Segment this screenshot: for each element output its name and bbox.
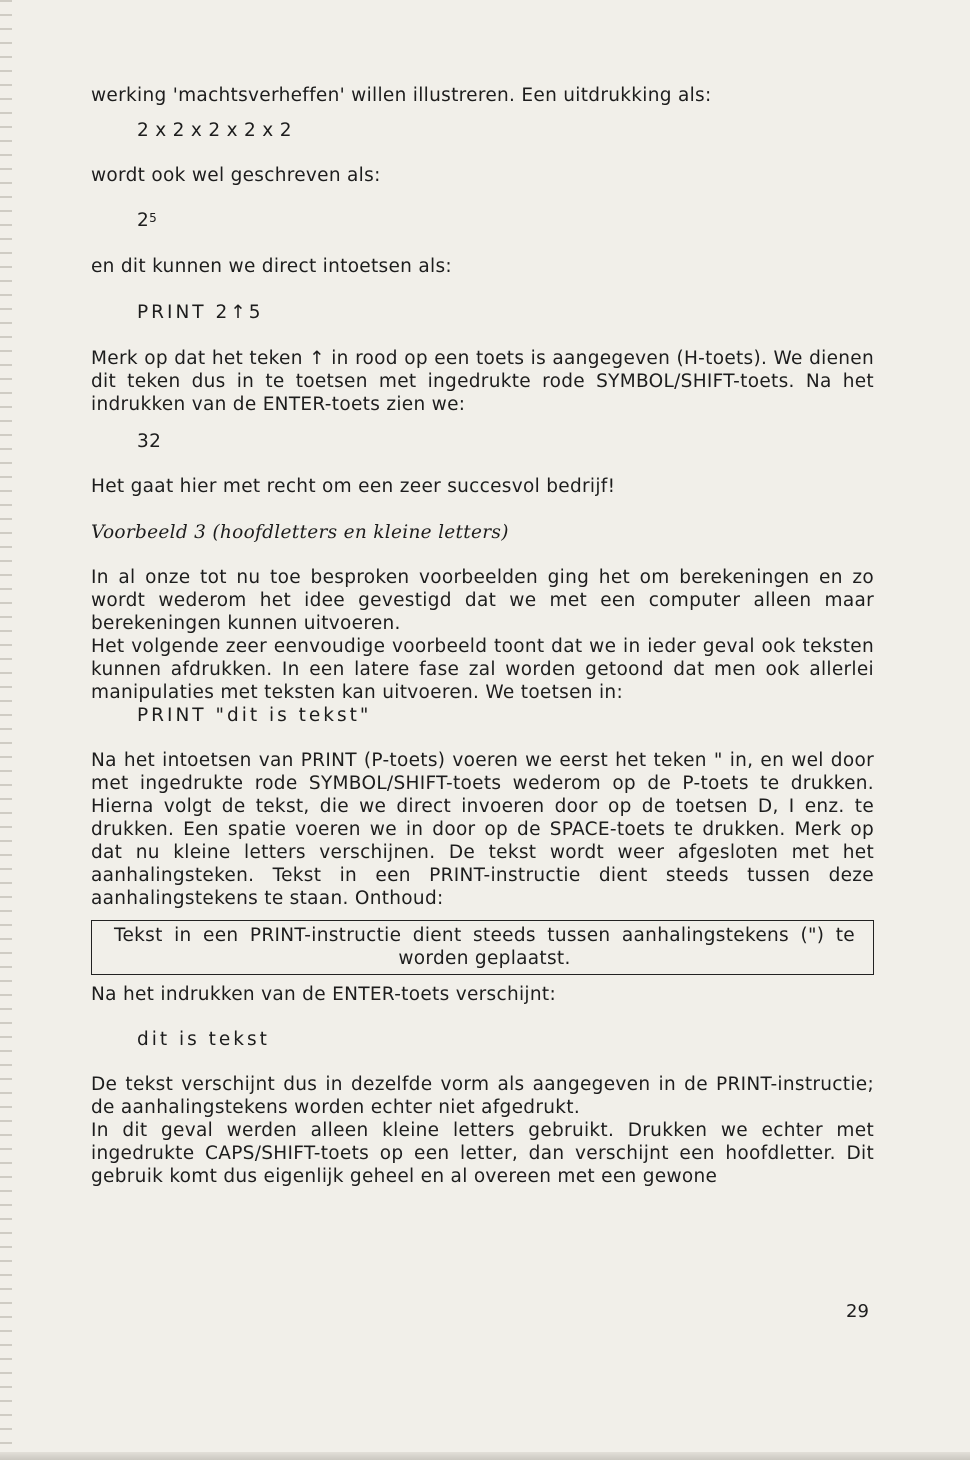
paragraph: Het volgende zeer eenvoudige voorbeeld toont dat we in ieder geval ook teksten kunnen afdrukken. In een latere fase zal worden getoond dat men ook allerlei manipulaties met teksten kan uitvoeren. We toetsen in: <box>91 636 874 703</box>
page-bottom-edge <box>0 1452 970 1460</box>
formula-multiplication: 2 x 2 x 2 x 2 x 2 <box>137 120 292 141</box>
paragraph: Merk op dat het teken ↑ in rood op een toets is aangegeven (H-toets). We dienen dit teken dus in te toetsen met ingedrukte rode SYMBOL/SHIFT-toets. Na het indrukken van de ENTER-toets zien we: <box>91 348 874 415</box>
section-heading: Voorbeeld 3 (hoofdletters en kleine letters) <box>91 522 509 543</box>
paragraph: en dit kunnen we direct intoetsen als: <box>91 256 452 277</box>
output-line: dit is tekst <box>137 1029 270 1050</box>
paragraph: Het gaat hier met recht om een zeer succesvol bedrijf! <box>91 476 616 497</box>
paragraph: In dit geval werden alleen kleine letters gebruikt. Drukken we echter met ingedrukte CAPS/SHIFT-toets op een letter, dan verschijnt een hoofdletter. Dit gebruik komt dus eigenlijk geheel en al overeen met een gewone <box>91 1120 874 1187</box>
power-exponent: 5 <box>149 211 158 225</box>
paragraph: De tekst verschijnt dus in dezelfde vorm als aangegeven in de PRINT-instructie; de aanhalingstekens worden echter niet afgedrukt. <box>91 1074 874 1118</box>
code-line: PRINT 2↑5 <box>137 302 264 323</box>
formula-power <box>91 209 874 232</box>
paragraph: Na het indrukken van de ENTER-toets verschijnt: <box>91 984 556 1005</box>
page-body <box>91 84 874 1188</box>
code-line: PRINT "dit is tekst" <box>137 705 372 726</box>
paragraph: In al onze tot nu toe besproken voorbeelden ging het om berekeningen en zo wordt wederom het idee gevestigd dat we met een computer alleen maar berekeningen kunnen uitvoeren. <box>91 567 874 634</box>
note-text: Tekst in een PRINT-instructie dient steeds tussen aanhalingstekens (") te worden geplaatst. <box>114 925 855 969</box>
binding-edge <box>0 0 12 1460</box>
paragraph: wordt ook wel geschreven als: <box>91 165 381 186</box>
page-number: 29 <box>846 1301 869 1322</box>
power-base: 2 <box>137 210 150 231</box>
paragraph: Na het intoetsen van PRINT (P-toets) voeren we eerst het teken " in, en wel door met ingedrukte rode SYMBOL/SHIFT-toets wederom op de P-toets te drukken. Hierna volgt de tekst, die we direct invoeren door op de toetsen D, I enz. te drukken. Een spatie voeren we in door op de SPACE-toets te drukken. Merk op dat nu kleine letters verschijnen. De tekst wordt weer afgesloten met het aanhalingsteken. Tekst in een PRINT-instructie dient steeds tussen deze aanhalingstekens te staan. Onthoud: <box>91 750 874 909</box>
note-box <box>91 920 874 975</box>
output-line: 32 <box>137 431 162 452</box>
paragraph: werking 'machtsverheffen' willen illustreren. Een uitdrukking als: <box>91 85 712 106</box>
